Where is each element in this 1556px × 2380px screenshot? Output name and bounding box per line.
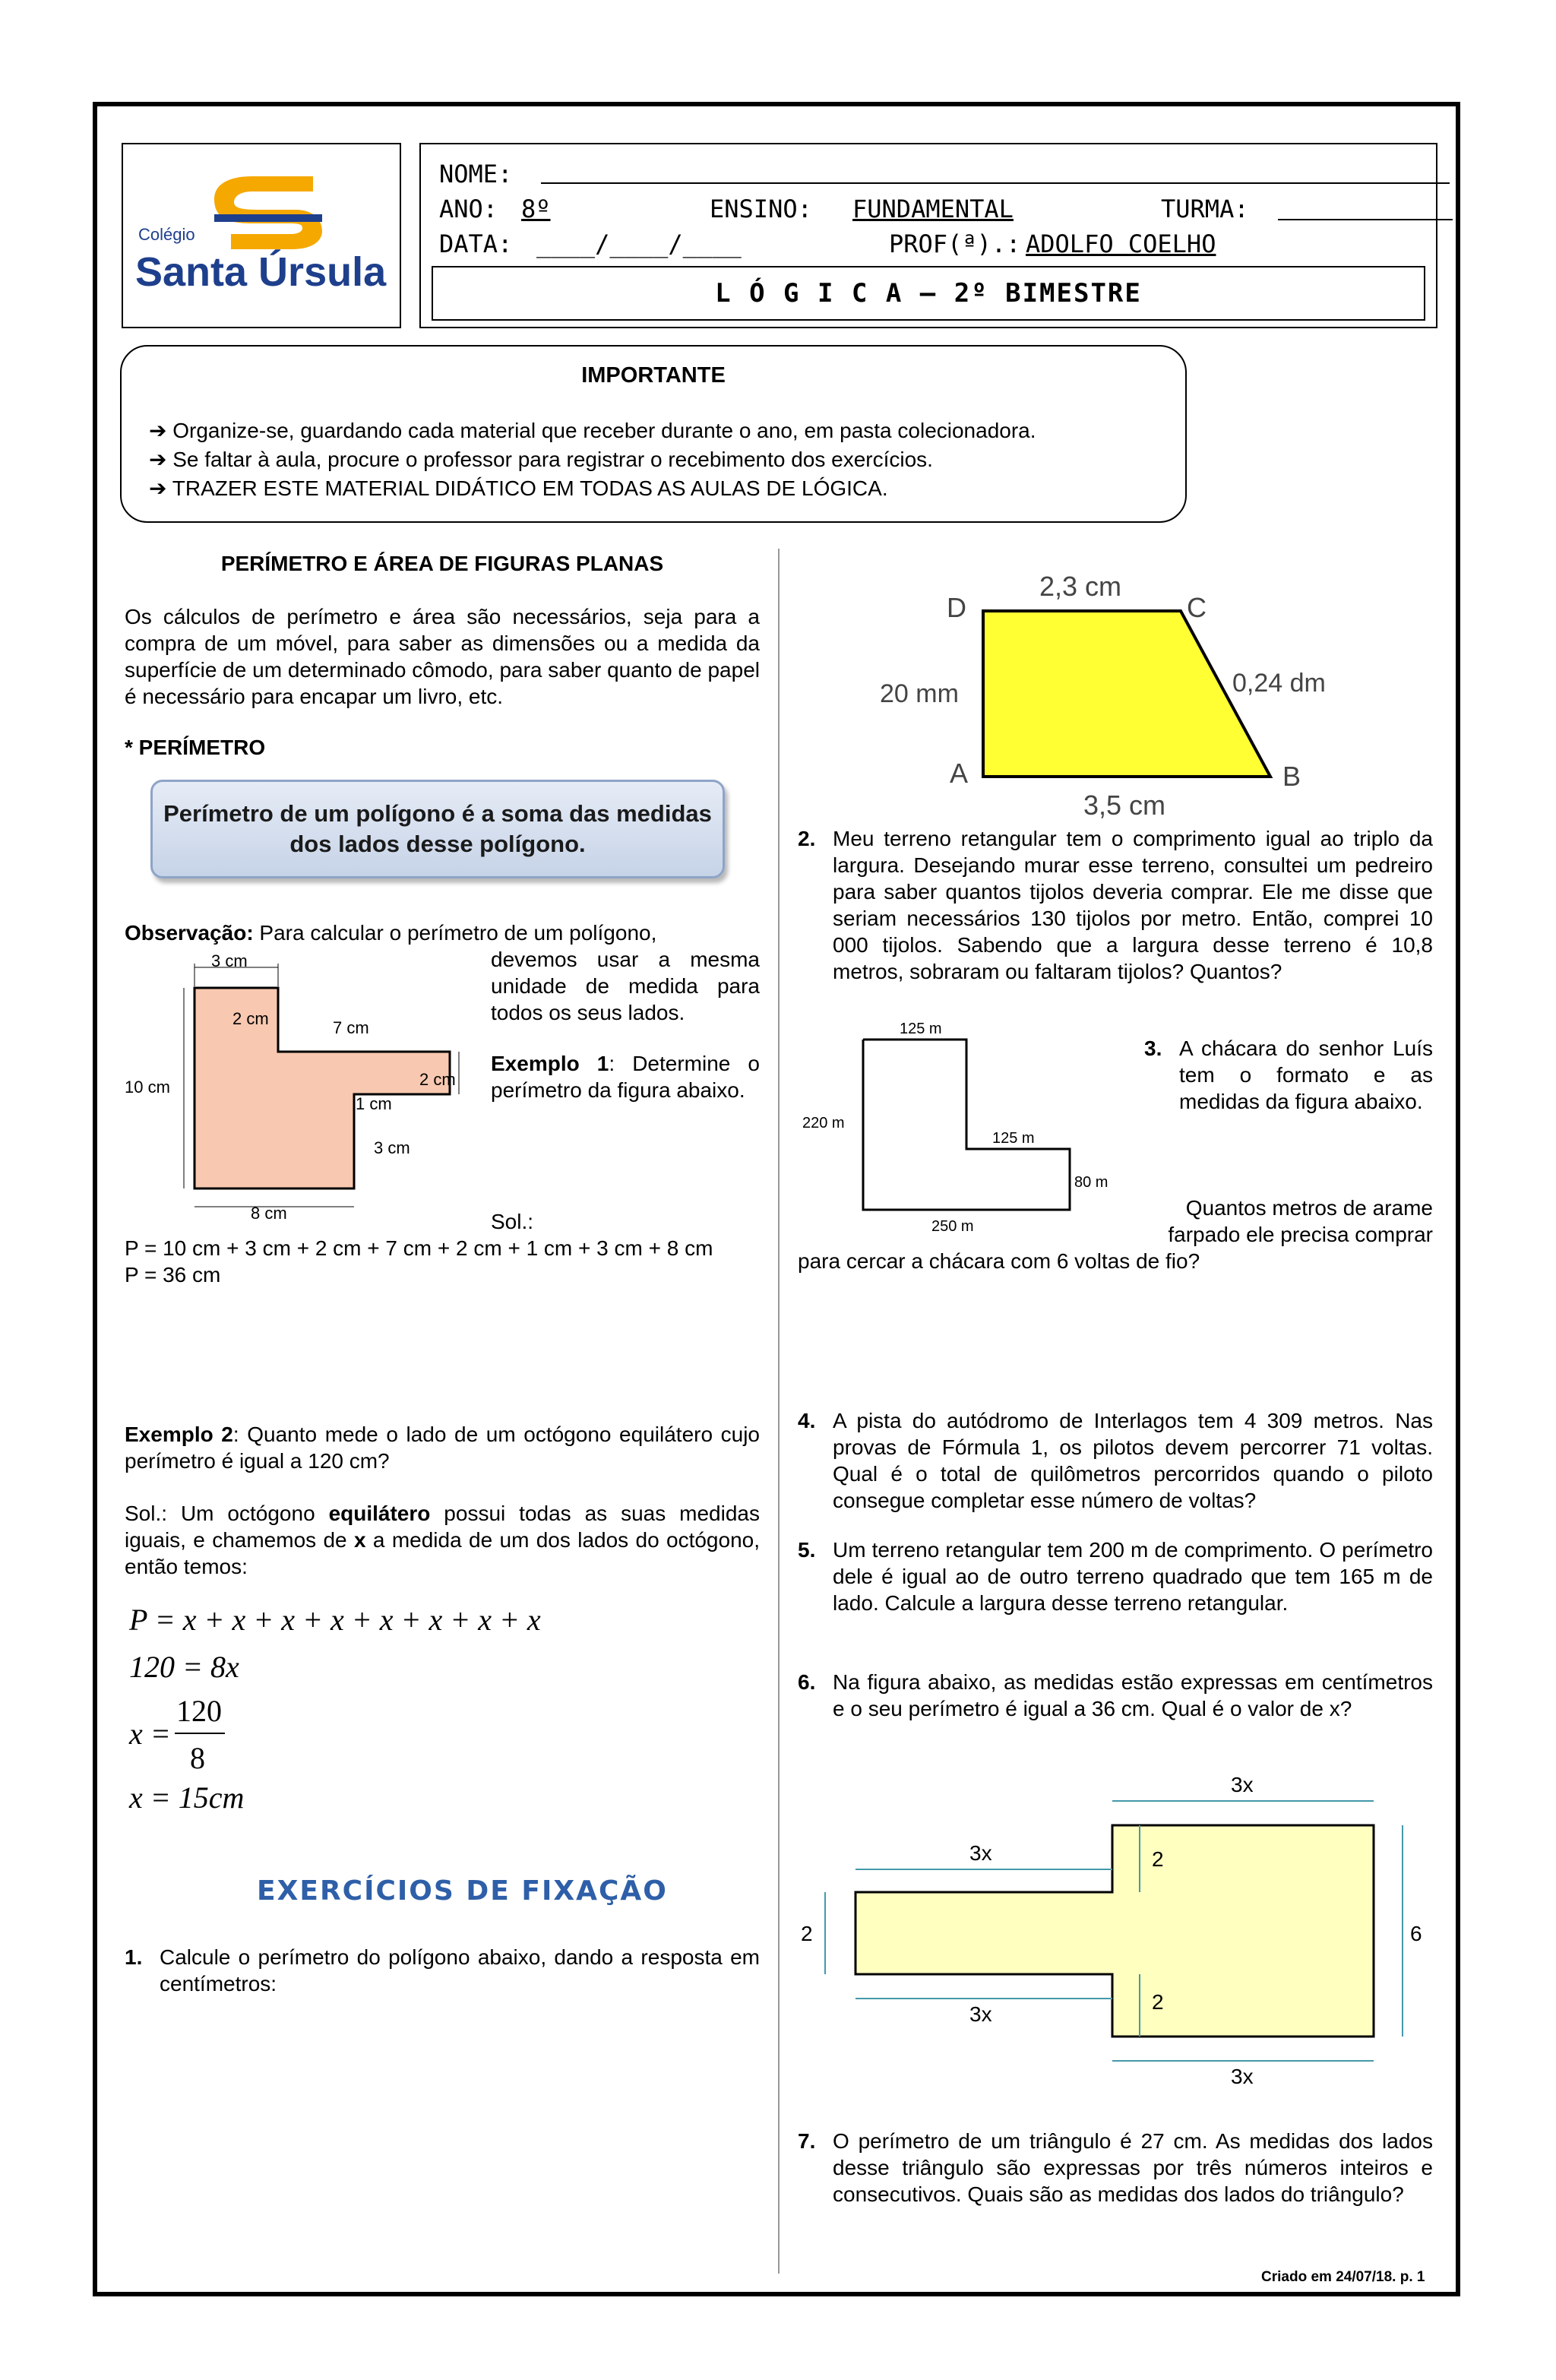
observation-label: Observação:: [125, 921, 254, 945]
turma-field[interactable]: [1278, 219, 1453, 220]
question-number: 7.: [798, 2129, 816, 2153]
example1-prompt: Exemplo 1: Determine o perímetro da figura abaixo.: [491, 1052, 760, 1102]
fig1-label: 1 cm: [356, 1094, 392, 1113]
question-number: 5.: [798, 1538, 816, 1562]
fig6-label: 3x: [1231, 1773, 1254, 1796]
data-field[interactable]: ____/____/____: [536, 229, 742, 258]
fraction-bar: [175, 1733, 225, 1734]
fig1-label: 2 cm: [232, 1009, 269, 1028]
fig6-label: 2: [1152, 1990, 1164, 2014]
important-notice-box: [120, 345, 1187, 523]
question-1-text: Calcule o perímetro do polígono abaixo, dando a resposta em centímetros:: [160, 1945, 760, 1995]
trap-label: 0,24 dm: [1232, 669, 1326, 698]
example2-prompt: Exemplo 2: Quanto mede o lado de um octógono equilátero cujo perímetro é igual a 120 cm?: [125, 1423, 760, 1473]
important-item: ➔ Se faltar à aula, procure o professor para registrar o recebimento dos exercícios.: [149, 448, 933, 471]
turma-label: TURMA:: [1161, 195, 1249, 223]
logo-small-text: Colégio: [138, 225, 195, 244]
equation-fraction-left: x =: [129, 1717, 171, 1751]
fraction-denominator: 8: [190, 1741, 205, 1775]
question-2-text: Meu terreno retangular tem o comprimento igual ao triplo da largura. Desejando murar esse terreno, consultei um pedreiro para saber quantos tijolos deveria comprar. Ele me disse que seriam necessários 130 tijolos por metro. Então, comprei 10 000 tijolos. Sabendo que a largura desse terreno é 10,8 metros, sobraram ou faltaram tijolos? Quantos?: [833, 827, 1433, 983]
exercises-title: EXERCÍCIOS DE FIXAÇÃO: [257, 1875, 668, 1907]
definition-box: Perímetro de um polígono é a soma das medidas dos lados desse polígono.: [150, 780, 725, 878]
ensino-value: FUNDAMENTAL: [852, 195, 1014, 223]
trap-vertex-c: C: [1187, 592, 1207, 623]
column-divider: [778, 549, 780, 2274]
solution-result: P = 36 cm: [125, 1263, 221, 1287]
trap-label: 2,3 cm: [1039, 571, 1122, 602]
trap-vertex-a: A: [950, 758, 969, 789]
figure-trapezoid: [874, 562, 1326, 821]
figure-l-polygon: [122, 948, 463, 1230]
question-4-text: A pista do autódromo de Interlagos tem 4 309 metros. Nas provas de Fórmula 1, os pilotos devem percorrer 71 voltas. Qual é o total de quilômetros percorridos quando o piloto consegue completar esse número de voltas?: [833, 1409, 1433, 1512]
fig3-label: 125 m: [900, 1021, 942, 1037]
logo-emblem: [123, 144, 400, 327]
solution-line: P = 10 cm + 3 cm + 2 cm + 7 cm + 2 cm + 1 cm + 3 cm + 8 cm: [125, 1236, 713, 1260]
question-number: 6.: [798, 1670, 816, 1694]
fig3-label: 80 m: [1074, 1174, 1108, 1191]
trap-label: 3,5 cm: [1083, 790, 1166, 821]
fig3-label: 220 m: [802, 1115, 845, 1131]
question-3-continued: farpado ele precisa comprar: [1168, 1223, 1433, 1246]
question-3-continued: para cercar a chácara com 6 voltas de fio?: [798, 1249, 1200, 1273]
question-number: 4.: [798, 1409, 816, 1432]
ensino-label: ENSINO:: [710, 195, 812, 223]
question-number: 2.: [798, 827, 816, 850]
fig6-label: 2: [801, 1922, 813, 1945]
fig1-label: 3 cm: [211, 951, 248, 970]
equation-line: x = 15cm: [129, 1780, 245, 1815]
observation-line: Observação: Para calcular o perímetro de um polígono,: [125, 921, 657, 945]
fig1-label: 7 cm: [333, 1018, 369, 1037]
page-footer: Criado em 24/07/18. p. 1: [1261, 2269, 1425, 2285]
observation-rest: devemos usar a mesma unidade de medida para todos os seus lados.: [491, 948, 760, 1024]
trap-vertex-b: B: [1282, 761, 1301, 792]
important-title: IMPORTANTE: [581, 363, 726, 388]
figure-chacara: [801, 1018, 1127, 1239]
question-3-continued: Quantos metros de arame: [1185, 1196, 1433, 1220]
fig6-label: 6: [1410, 1922, 1422, 1945]
arrow-icon: ➔: [149, 476, 167, 500]
fig3-label: 250 m: [931, 1218, 974, 1235]
important-item: ➔ TRAZER ESTE MATERIAL DIDÁTICO EM TODAS AS AULAS DE LÓGICA.: [149, 476, 888, 500]
nome-label: NOME:: [439, 160, 513, 188]
figure-cross-shape: [798, 1771, 1444, 2090]
nome-field[interactable]: [541, 182, 1450, 184]
question-7-text: O perímetro de um triângulo é 27 cm. As medidas dos lados desse triângulo são expressas por três números inteiros e consecutivos. Quais são as medidas dos lados do triângulo?: [833, 2129, 1433, 2206]
question-number: 3.: [1144, 1037, 1162, 1060]
trap-vertex-d: D: [947, 592, 966, 623]
fig6-label: 3x: [969, 2002, 992, 2026]
example2-solution: Sol.: Um octógono equilátero possui todas as suas medidas iguais, e chamemos de x a medida de um dos lados do octógono, então temos:: [125, 1502, 760, 1578]
question-number: 1.: [125, 1945, 143, 1969]
prof-value: ADOLFO COELHO: [1026, 229, 1216, 258]
school-logo: [122, 143, 401, 328]
fig1-label: 3 cm: [374, 1138, 410, 1157]
fig1-label: 2 cm: [419, 1070, 456, 1089]
question-5-text: Um terreno retangular tem 200 m de comprimento. O perímetro dele é igual ao de outro terreno quadrado que tem 165 m de lado. Calcule a largura desse terreno retangular.: [833, 1538, 1433, 1615]
important-item: ➔ Organize-se, guardando cada material que receber durante o ano, em pasta colecionadora.: [149, 419, 1036, 442]
fig6-label: 3x: [969, 1841, 992, 1865]
fig3-label: 125 m: [992, 1130, 1035, 1147]
data-label: DATA:: [439, 229, 513, 258]
fraction-numerator: 120: [176, 1694, 222, 1728]
section-title: PERÍMETRO E ÁREA DE FIGURAS PLANAS: [220, 552, 664, 575]
ano-value: 8º: [521, 195, 551, 223]
fig6-label: 3x: [1231, 2065, 1254, 2088]
question-6-text: Na figura abaixo, as medidas estão expressas em centímetros e o seu perímetro é igual a 36 cm. Qual é o valor de x?: [833, 1670, 1433, 1720]
question-3-text: A chácara do senhor Luís tem o formato e as medidas da figura abaixo.: [1179, 1037, 1433, 1113]
trap-label: 20 mm: [880, 679, 959, 708]
arrow-icon: ➔: [149, 419, 167, 442]
fig1-label: 8 cm: [251, 1204, 287, 1223]
perimetro-heading: * PERÍMETRO: [125, 736, 266, 759]
ano-label: ANO:: [439, 195, 498, 223]
fig1-label: 10 cm: [125, 1078, 170, 1097]
arrow-icon: ➔: [149, 448, 167, 471]
fig6-label: 2: [1152, 1847, 1164, 1871]
solution-label: Sol.:: [491, 1210, 534, 1233]
subject-title: L Ó G I C A – 2º BIMESTRE: [432, 266, 1425, 321]
intro-paragraph: Os cálculos de perímetro e área são necessários, seja para a compra de um móvel, para saber as dimensões ou a medida da superfície de um determinado cômodo, para saber quanto de papel é necessário para encapar um livro, etc.: [125, 605, 760, 708]
prof-label: PROF(ª).:: [889, 229, 1021, 258]
logo-name-text: Santa Úrsula: [135, 249, 387, 295]
equation-line: P = x + x + x + x + x + x + x + x: [129, 1603, 541, 1637]
equation-line: 120 = 8x: [129, 1650, 239, 1684]
